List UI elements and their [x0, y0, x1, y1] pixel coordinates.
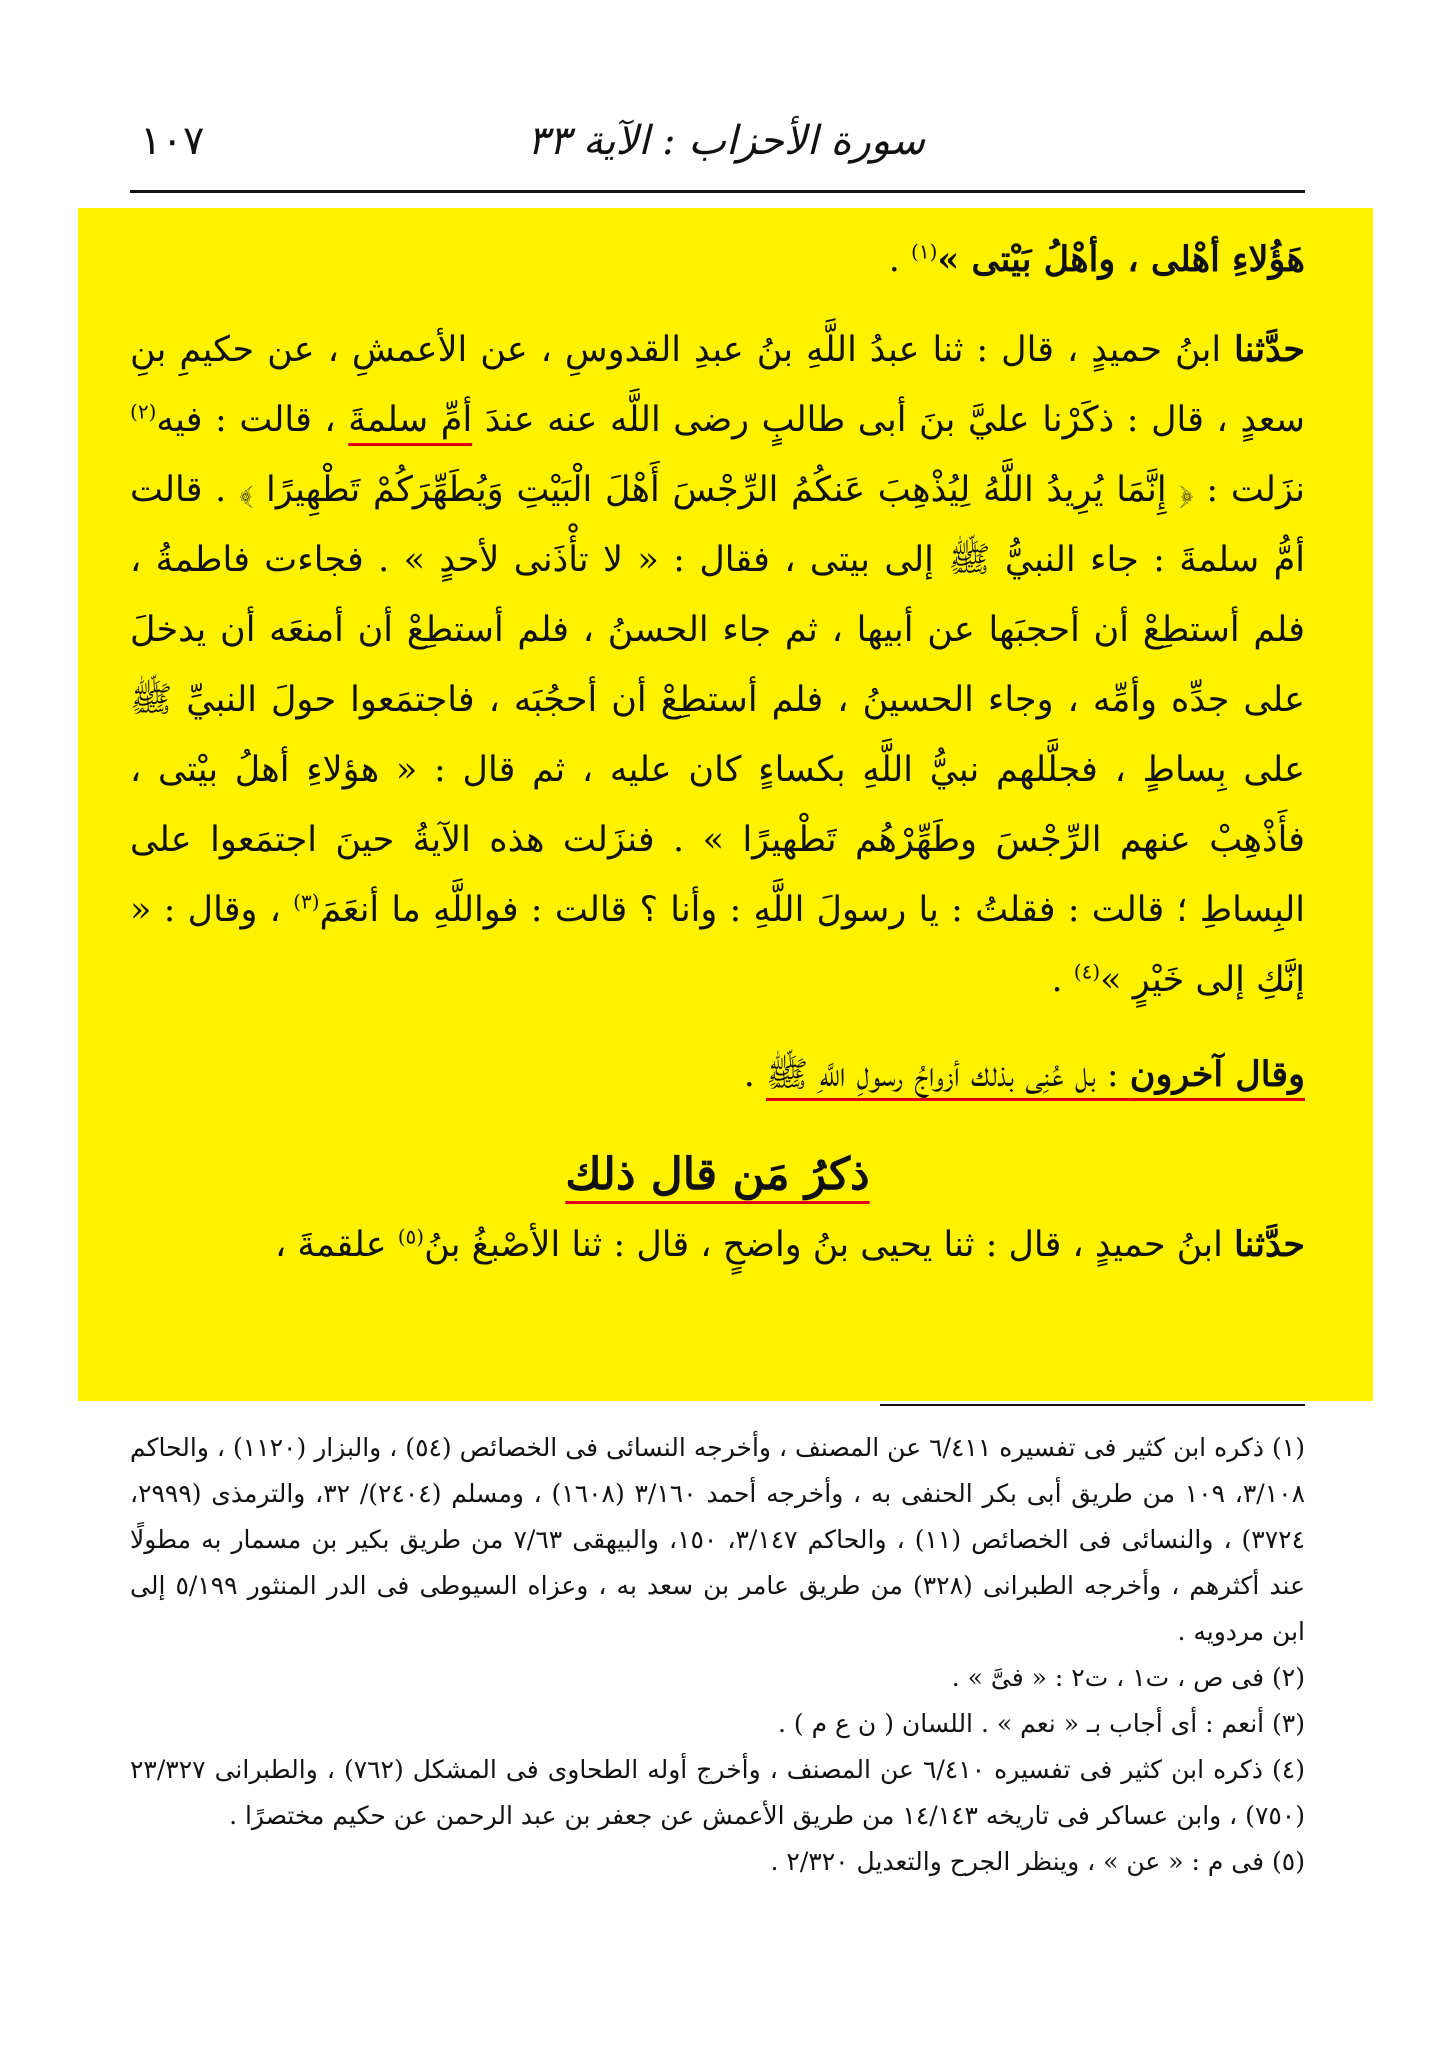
paragraph-end: . [743, 1055, 766, 1095]
page-number: ١٠٧ [140, 118, 205, 164]
page-header [130, 118, 1305, 178]
footnote-1: (١) ذكره ابن كثير فى تفسيره ٦/٤١١ عن المصنف ، وأخرجه النسائى فى الخصائص (٥٤) ، والبزار (١١٢٠) ، والحاكم ٣/١٠٨، ١٠٩ من طريق أبى بكر الحنفى به ، وأخرجه أحمد ٣/١٦٠ (١٦٠٨) ، ومسلم (٢٤٠٤)/ ٣٢، والترمذى (٢٩٩٩، ٣٧٢٤) ، والنسائى فى الخصائص (١١) ، والحاكم ٣/١٤٧، ١٥٠، والبيهقى ٧/٦٣ من طريق بكير بن مسمار به مطولًا عند أكثرهم ، وأخرجه الطبرانى (٣٢٨) من طريق عامر بن سعد به ، وعزاه السيوطى فى الدر المنثور ٥/١٩٩ إلى ابن مردويه . [130, 1433, 1306, 1646]
footnote-rule [880, 1404, 1305, 1406]
section-heading-text: ذكرُ مَن قال ذلك [565, 1149, 870, 1200]
header-rule [130, 190, 1305, 193]
footnotes [130, 1425, 1305, 1885]
narration-text-1: ابنُ حميدٍ ، قال : ثنا عبدُ اللَّهِ بنُ عبدِ القدوسِ ، عن الأعمشِ ، عن حكيمِ بنِ سعدٍ ، قال : ذكَرْنا عليَّ بنَ أبى طالبٍ رضى اللَّه عنه عندَ [130, 330, 1305, 440]
paragraph-4 [130, 1210, 1305, 1280]
paragraph-end: . [888, 240, 911, 280]
footnote-3: (٣) أنعم : أى أجاب بـ « نعم » . اللسان ( ن ع م ) . [778, 1709, 1305, 1738]
narration-text-3: نزَلت : ﴿ إِنَّمَا يُرِيدُ اللَّهُ لِيُذْهِبَ عَنكُمُ الرِّجْسَ أَهْلَ الْبَيْتِ وَيُطَهِّرَكُمْ تَطْهِيرًا ﴾ . قالت أمُّ سلمةَ : جاء النبيُّ ﷺ إلى بيتى ، فقال : « لا تأْذَنى لأحدٍ » . فجاءت فاطمةُ ، فلم أستطِعْ أن أحجبَها عن أبيها ، ثم جاء الحسنُ ، فلم أستطِعْ أن أمنعَه أن يدخلَ على جدِّه وأمِّه ، وجاء الحسينُ ، فلم أستطِعْ أن أحجُبَه ، فاجتمَعوا حولَ النبيِّ ﷺ على بِساطٍ ، فجلَّلهم نبيُّ اللَّهِ بكساءٍ كان عليه ، ثم قال : « هؤلاءِ أهلُ بيْتى ، فأَذْهِبْ عنهم الرِّجْسَ وطَهِّرْهُم تَطْهيرًا » . فنزَلت هذه الآيةُ حينَ اجتمَعوا على البِساطِ ؛ قالت : فقلتُ : يا رسولَ اللَّهِ : وأنا ؟ قالت : فواللَّهِ ما أنعَمَ [130, 470, 1305, 930]
footnote-4: (٤) ذكره ابن كثير فى تفسيره ٦/٤١٠ عن المصنف ، وأخرج أوله الطحاوى فى المشكل (٧٦٢) ، والطبرانى ٢٣/٣٢٧ (٧٥٠) ، وابن عساكر فى تاريخه ١٤/١٤٣ من طريق الأعمش عن جعفر بن عبد الرحمن عن حكيم مختصرًا . [130, 1755, 1305, 1830]
quote-ending: هَؤُلاءِ أهْلى ، وأهْلُ بَيْتى » [937, 239, 1305, 280]
main-text [130, 225, 1305, 1280]
narration-lead: حدَّثنا [1234, 329, 1305, 370]
others-lead: وقال آخرون [1129, 1054, 1305, 1095]
narration-lead: حدَّثنا [1234, 1224, 1305, 1265]
narration-text-1: ابنُ حميدٍ ، قال : ثنا يحيى بنُ واضحٍ ، قال : ثنا الأصْبغُ بنُ [424, 1225, 1235, 1265]
narration-text-4: ، وقال : « إنَّكِ إلى خَيْرٍ » [130, 890, 1305, 1000]
footnote-ref-5: (٥) [397, 1224, 425, 1249]
footnote-2: (٢) فى ص ، ت١ ، ت٢ : « فىَّ » . [951, 1663, 1305, 1692]
footnote-ref-3: (٣) [293, 889, 320, 914]
running-title: سورة الأحزاب : الآية ٣٣ [527, 118, 925, 164]
paragraph-1 [130, 225, 1305, 295]
underlined-name: أمِّ سلمةَ [348, 400, 473, 440]
footnote-ref-4: (٤) [1073, 959, 1101, 984]
narration-text-2: علقمةَ ، [274, 1225, 398, 1265]
narration-text-2: ، قالت : فيه [156, 400, 349, 440]
paragraph-3 [130, 1040, 1305, 1110]
footnote-ref-2: (٢) [130, 399, 157, 424]
others-text: : بل عُنِى بذلك أزواجُ رسولِ اللَّهِ ﷺ [765, 1055, 1130, 1095]
footnote-ref-1: (١) [911, 239, 938, 264]
paragraph-2 [130, 315, 1305, 1015]
narration-text-5: . [1051, 960, 1074, 1000]
footnote-5: (٥) فى م : « عن » ، وينظر الجرح والتعديل ٢/٣٢٠ . [770, 1847, 1305, 1876]
section-heading [130, 1140, 1305, 1210]
